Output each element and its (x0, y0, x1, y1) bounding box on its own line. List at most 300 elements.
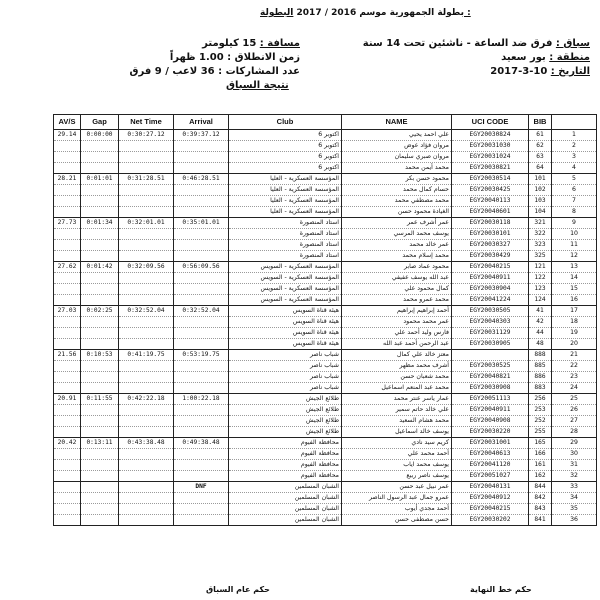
cell-arrival (174, 163, 229, 174)
cell-avs (54, 317, 81, 328)
cell-gap (81, 416, 119, 427)
table-row (54, 482, 597, 493)
cell-gap (81, 284, 119, 295)
cell-club: طلائع الجيش (229, 405, 342, 416)
cell-uci-code: EGY20040911 (452, 273, 529, 284)
cell-gap: 0:01:34 (81, 218, 119, 229)
cell-net-time (119, 163, 174, 174)
cell-uci-code: EGY20030101 (452, 229, 529, 240)
cell-arrival (174, 240, 229, 251)
cell-avs (54, 273, 81, 284)
cell-rider-name: الغيادة محمود حسن (342, 207, 452, 218)
cell-rider-name: مروان فؤاد عوض (342, 141, 452, 152)
cell-gap (81, 163, 119, 174)
cell-bib: 165 (529, 438, 552, 449)
cell-rank: 2 (552, 141, 597, 152)
cell-uci-code: EGY20031024 (452, 152, 529, 163)
cell-club: اكتوبر 6 (229, 152, 342, 163)
cell-club: محافظة الفيوم (229, 449, 342, 460)
cell-bib: 161 (529, 460, 552, 471)
cell-gap: 0:01:42 (81, 262, 119, 273)
col-bib: BIB (529, 115, 552, 130)
cell-rank: 20 (552, 339, 597, 350)
race-label: سباق : (555, 38, 590, 49)
cell-avs (54, 196, 81, 207)
cell-net-time (119, 273, 174, 284)
cell-club: هيئة قناة السويس (229, 339, 342, 350)
table-row (54, 207, 597, 218)
col-name: NAME (342, 115, 452, 130)
start-time: زمن الانطلاق : 1.00 ظهراً (169, 52, 300, 63)
table-row (54, 339, 597, 350)
cell-arrival (174, 229, 229, 240)
cell-bib: 124 (529, 295, 552, 306)
cell-rider-name: يوسف محمد اياب (342, 460, 452, 471)
cell-gap: 0:13:11 (81, 438, 119, 449)
cell-rank: 22 (552, 361, 597, 372)
cell-gap: 0:01:01 (81, 174, 119, 185)
table-row (54, 394, 597, 405)
table-row (54, 460, 597, 471)
cell-gap (81, 251, 119, 262)
cell-rank: 8 (552, 207, 597, 218)
cell-net-time (119, 471, 174, 482)
cell-rider-name: أحمد إبراهيم إبراهيم (342, 306, 452, 317)
cell-arrival: 0:56:09.56 (174, 262, 229, 273)
cell-net-time: 0:41:19.75 (119, 350, 174, 361)
cell-club: الشبان المسلمين (229, 493, 342, 504)
table-row (54, 240, 597, 251)
cell-net-time (119, 416, 174, 427)
table-header-row (54, 115, 597, 130)
cell-rider-name: محمد إسلام محمد (342, 251, 452, 262)
cell-gap (81, 361, 119, 372)
cell-rider-name: أشرف محمد مظهر (342, 361, 452, 372)
table-row (54, 416, 597, 427)
cell-bib: 322 (529, 229, 552, 240)
cell-rider-name: كريم سيد نادي (342, 438, 452, 449)
cell-rank: 31 (552, 460, 597, 471)
cell-gap (81, 196, 119, 207)
cell-net-time (119, 196, 174, 207)
cell-club: المؤسسة العسكرية - العليا (229, 196, 342, 207)
cell-club: اكتوبر 6 (229, 130, 342, 141)
cell-rank: 32 (552, 471, 597, 482)
cell-arrival (174, 471, 229, 482)
cell-rank: 25 (552, 394, 597, 405)
cell-rank: 24 (552, 383, 597, 394)
cell-rider-name: يوسف ناصر ربيع (342, 471, 452, 482)
table-row (54, 218, 597, 229)
cell-gap (81, 141, 119, 152)
cell-avs (54, 207, 81, 218)
cell-club: محافظة الفيوم (229, 438, 342, 449)
cell-net-time (119, 328, 174, 339)
distance-line (150, 38, 300, 49)
cell-bib: 62 (529, 141, 552, 152)
cell-rider-name: محمد مصطفي محمد (342, 196, 452, 207)
cell-rank: 15 (552, 284, 597, 295)
cell-gap (81, 383, 119, 394)
cell-arrival: 0:53:19.75 (174, 350, 229, 361)
cell-arrival (174, 152, 229, 163)
region-label: منطقة : (549, 52, 590, 63)
cell-rider-name: فارس وليد أحمد علي (342, 328, 452, 339)
cell-uci-code: EGY20030908 (452, 383, 529, 394)
cell-arrival: 0:35:01.01 (174, 218, 229, 229)
cell-bib: 104 (529, 207, 552, 218)
cell-arrival (174, 328, 229, 339)
cell-bib: 883 (529, 383, 552, 394)
cell-avs: 27.73 (54, 218, 81, 229)
cell-arrival (174, 284, 229, 295)
table-row (54, 449, 597, 460)
cell-bib: 162 (529, 471, 552, 482)
cell-bib: 253 (529, 405, 552, 416)
cell-avs (54, 295, 81, 306)
table-row (54, 262, 597, 273)
cell-uci-code: EGY20040113 (452, 196, 529, 207)
table-row (54, 130, 597, 141)
cell-arrival: 0:46:28.51 (174, 174, 229, 185)
cell-uci-code: EGY20040215 (452, 262, 529, 273)
cell-uci-code: EGY20030904 (452, 284, 529, 295)
results-table (53, 114, 597, 526)
cell-arrival (174, 207, 229, 218)
cell-gap (81, 405, 119, 416)
cell-club: شباب ناصر (229, 383, 342, 394)
cell-rank: 3 (552, 152, 597, 163)
cell-bib: 255 (529, 427, 552, 438)
cell-club: الشبان المسلمين (229, 482, 342, 493)
cell-gap (81, 427, 119, 438)
cell-arrival (174, 339, 229, 350)
cell-club: المؤسسة العسكرية - السويس (229, 273, 342, 284)
cell-club: طلائع الجيش (229, 394, 342, 405)
cell-status: DNF (174, 482, 229, 493)
cell-gap (81, 152, 119, 163)
cell-net-time (119, 504, 174, 515)
cell-avs (54, 383, 81, 394)
cell-net-time (119, 427, 174, 438)
cell-club: اكتوبر 6 (229, 163, 342, 174)
table-row (54, 185, 597, 196)
cell-rank: 30 (552, 449, 597, 460)
cell-gap (81, 372, 119, 383)
cell-gap (81, 471, 119, 482)
table-row (54, 493, 597, 504)
cell-net-time (119, 185, 174, 196)
cell-bib: 843 (529, 504, 552, 515)
cell-avs (54, 152, 81, 163)
table-row (54, 504, 597, 515)
cell-bib: 325 (529, 251, 552, 262)
table-row (54, 515, 597, 526)
cell-uci-code: EGY20030118 (452, 218, 529, 229)
cell-club: المؤسسة العسكرية - السويس (229, 262, 342, 273)
cell-rider-name: محمد أيمن محمد (342, 163, 452, 174)
cell-rank: 26 (552, 405, 597, 416)
cell-net-time: 0:43:38.48 (119, 438, 174, 449)
cell-rider-name: أحمد مجدي أيوب (342, 504, 452, 515)
cell-uci-code (452, 350, 529, 361)
cell-bib: 844 (529, 482, 552, 493)
cell-rider-name: معتز خالد علي كمال (342, 350, 452, 361)
cell-uci-code: EGY20031001 (452, 438, 529, 449)
cell-arrival (174, 493, 229, 504)
col-avs: AV/S (54, 115, 81, 130)
col-gap: Gap (81, 115, 119, 130)
cell-gap (81, 317, 119, 328)
cell-uci-code: EGY20051027 (452, 471, 529, 482)
cell-avs (54, 240, 81, 251)
region-line (501, 52, 590, 63)
cell-arrival (174, 460, 229, 471)
race-line (363, 38, 590, 49)
cell-avs (54, 141, 81, 152)
cell-avs (54, 163, 81, 174)
cell-rider-name: عمر محمد محمود (342, 317, 452, 328)
cell-avs: 27.03 (54, 306, 81, 317)
cell-bib: 63 (529, 152, 552, 163)
cell-club: المؤسسة العسكرية - السويس (229, 284, 342, 295)
championship-label: البطولة : (260, 8, 471, 18)
table-row (54, 350, 597, 361)
cell-rank: 17 (552, 306, 597, 317)
cell-rider-name: علي خالد حاتم سمير (342, 405, 452, 416)
cell-net-time (119, 482, 174, 493)
cell-avs: 27.62 (54, 262, 81, 273)
date-label: التاريخ : (550, 66, 590, 77)
col-arrival: Arrival (174, 115, 229, 130)
cell-uci-code: EGY20040215 (452, 504, 529, 515)
cell-net-time: 0:30:27.12 (119, 130, 174, 141)
cell-avs (54, 515, 81, 526)
cell-uci-code: EGY20030220 (452, 427, 529, 438)
cell-bib: 44 (529, 328, 552, 339)
cell-avs (54, 504, 81, 515)
cell-rank: 7 (552, 196, 597, 207)
cell-net-time (119, 240, 174, 251)
cell-net-time (119, 460, 174, 471)
cell-rank: 28 (552, 427, 597, 438)
cell-bib: 121 (529, 262, 552, 273)
cell-rider-name: كمال محمود علي (342, 284, 452, 295)
cell-club: المؤسسة العسكرية - العليا (229, 174, 342, 185)
table-row (54, 328, 597, 339)
cell-rider-name: عبد الرحمن أحمد عبد الله (342, 339, 452, 350)
cell-avs (54, 427, 81, 438)
cell-gap (81, 339, 119, 350)
cell-arrival (174, 372, 229, 383)
cell-gap (81, 273, 119, 284)
cell-net-time (119, 372, 174, 383)
cell-club: هيئة قناة السويس (229, 328, 342, 339)
cell-net-time (119, 152, 174, 163)
cell-net-time (119, 317, 174, 328)
participants-count: عدد المشاركات : 36 لاعب / 9 فرق (129, 66, 300, 77)
cell-club: استاد المنصورة (229, 229, 342, 240)
cell-net-time: 0:42:22.18 (119, 394, 174, 405)
cell-avs (54, 471, 81, 482)
cell-bib: 122 (529, 273, 552, 284)
cell-arrival (174, 515, 229, 526)
cell-gap (81, 207, 119, 218)
table-row (54, 163, 597, 174)
cell-rider-name: عمرو جمال عبد الرسول الناصر (342, 493, 452, 504)
cell-gap (81, 504, 119, 515)
cell-arrival (174, 273, 229, 284)
cell-uci-code: EGY20030505 (452, 306, 529, 317)
cell-bib: 41 (529, 306, 552, 317)
cell-arrival (174, 295, 229, 306)
cell-avs: 20.91 (54, 394, 81, 405)
cell-rank: 35 (552, 504, 597, 515)
table-row (54, 273, 597, 284)
cell-rank: 5 (552, 174, 597, 185)
cell-gap (81, 482, 119, 493)
cell-avs (54, 493, 81, 504)
cell-uci-code: EGY20040908 (452, 416, 529, 427)
cell-arrival (174, 383, 229, 394)
cell-net-time (119, 284, 174, 295)
cell-avs (54, 482, 81, 493)
cell-uci-code: EGY20030821 (452, 163, 529, 174)
cell-uci-code: EGY20030429 (452, 251, 529, 262)
cell-uci-code: EGY20030202 (452, 515, 529, 526)
cell-uci-code: EGY20030525 (452, 361, 529, 372)
cell-arrival (174, 405, 229, 416)
cell-gap (81, 229, 119, 240)
cell-bib: 102 (529, 185, 552, 196)
table-row (54, 471, 597, 482)
distance-label: مسافة : (259, 38, 300, 49)
date-value: 10-3-2017 (490, 66, 548, 77)
table-row (54, 372, 597, 383)
region-value: بور سعيد (501, 52, 546, 63)
cell-club: شباب ناصر (229, 372, 342, 383)
table-row (54, 251, 597, 262)
cell-uci-code: EGY20040912 (452, 493, 529, 504)
cell-avs (54, 405, 81, 416)
cell-arrival (174, 416, 229, 427)
cell-uci-code: EGY20041120 (452, 460, 529, 471)
championship-line (260, 8, 471, 18)
cell-avs (54, 339, 81, 350)
cell-net-time: 0:32:52.04 (119, 306, 174, 317)
col-uci-code: UCI CODE (452, 115, 529, 130)
cell-avs (54, 449, 81, 460)
cell-rank: 23 (552, 372, 597, 383)
cell-uci-code: EGY20041224 (452, 295, 529, 306)
cell-uci-code: EGY20030327 (452, 240, 529, 251)
cell-gap (81, 328, 119, 339)
cell-arrival (174, 251, 229, 262)
cell-avs (54, 185, 81, 196)
cell-rank: 18 (552, 317, 597, 328)
cell-bib: 323 (529, 240, 552, 251)
table-row (54, 427, 597, 438)
cell-club: محافظة الفيوم (229, 471, 342, 482)
cell-net-time (119, 295, 174, 306)
cell-rider-name: حسن مصطفى حسن (342, 515, 452, 526)
table-row (54, 317, 597, 328)
cell-uci-code: EGY20030514 (452, 174, 529, 185)
cell-bib: 842 (529, 493, 552, 504)
cell-net-time (119, 229, 174, 240)
date-line (490, 66, 590, 77)
cell-net-time (119, 383, 174, 394)
cell-avs (54, 416, 81, 427)
cell-rank: 10 (552, 229, 597, 240)
cell-bib: 256 (529, 394, 552, 405)
cell-gap (81, 295, 119, 306)
cell-rider-name: علي احمد يحيي (342, 130, 452, 141)
cell-rider-name: عمر أشرف عمر (342, 218, 452, 229)
report-header (0, 0, 600, 100)
cell-arrival (174, 504, 229, 515)
table-row (54, 383, 597, 394)
cell-bib: 321 (529, 218, 552, 229)
table-row (54, 361, 597, 372)
cell-rider-name: مروان صبري سليمان (342, 152, 452, 163)
cell-net-time (119, 251, 174, 262)
cell-bib: 841 (529, 515, 552, 526)
cell-club: شباب ناصر (229, 350, 342, 361)
cell-avs (54, 229, 81, 240)
table-row (54, 196, 597, 207)
table-row (54, 438, 597, 449)
cell-rank: 13 (552, 262, 597, 273)
cell-gap (81, 493, 119, 504)
cell-uci-code: EGY20040613 (452, 449, 529, 460)
cell-rank: 19 (552, 328, 597, 339)
cell-arrival: 1:00:22.18 (174, 394, 229, 405)
cell-bib: 103 (529, 196, 552, 207)
cell-club: استاد المنصورة (229, 240, 342, 251)
cell-net-time (119, 405, 174, 416)
cell-gap (81, 515, 119, 526)
cell-rider-name: محمود عماد صابر (342, 262, 452, 273)
race-referee-signature: حكم عام السباق (206, 585, 270, 594)
cell-arrival (174, 196, 229, 207)
cell-bib: 42 (529, 317, 552, 328)
cell-club: هيئة قناة السويس (229, 317, 342, 328)
cell-club: المؤسسة العسكرية - العليا (229, 185, 342, 196)
cell-club: الشبان المسلمين (229, 504, 342, 515)
cell-avs (54, 372, 81, 383)
cell-rider-name: حسام كمال محمد (342, 185, 452, 196)
cell-rank: 12 (552, 251, 597, 262)
cell-avs: 21.56 (54, 350, 81, 361)
cell-rank: 4 (552, 163, 597, 174)
cell-bib: 252 (529, 416, 552, 427)
cell-uci-code: EGY20040131 (452, 482, 529, 493)
cell-gap (81, 185, 119, 196)
cell-arrival (174, 141, 229, 152)
cell-rank: 16 (552, 295, 597, 306)
cell-rider-name: يوسف محمد المرسي (342, 229, 452, 240)
cell-rank: 6 (552, 185, 597, 196)
cell-rank: 21 (552, 350, 597, 361)
cell-avs (54, 251, 81, 262)
cell-rider-name: عبد الله يوسف عفيفي (342, 273, 452, 284)
cell-arrival: 0:32:52.04 (174, 306, 229, 317)
col-rank (552, 115, 597, 130)
cell-rider-name: أحمد محمد علي (342, 449, 452, 460)
results-body (54, 130, 597, 526)
cell-uci-code: EGY20040601 (452, 207, 529, 218)
